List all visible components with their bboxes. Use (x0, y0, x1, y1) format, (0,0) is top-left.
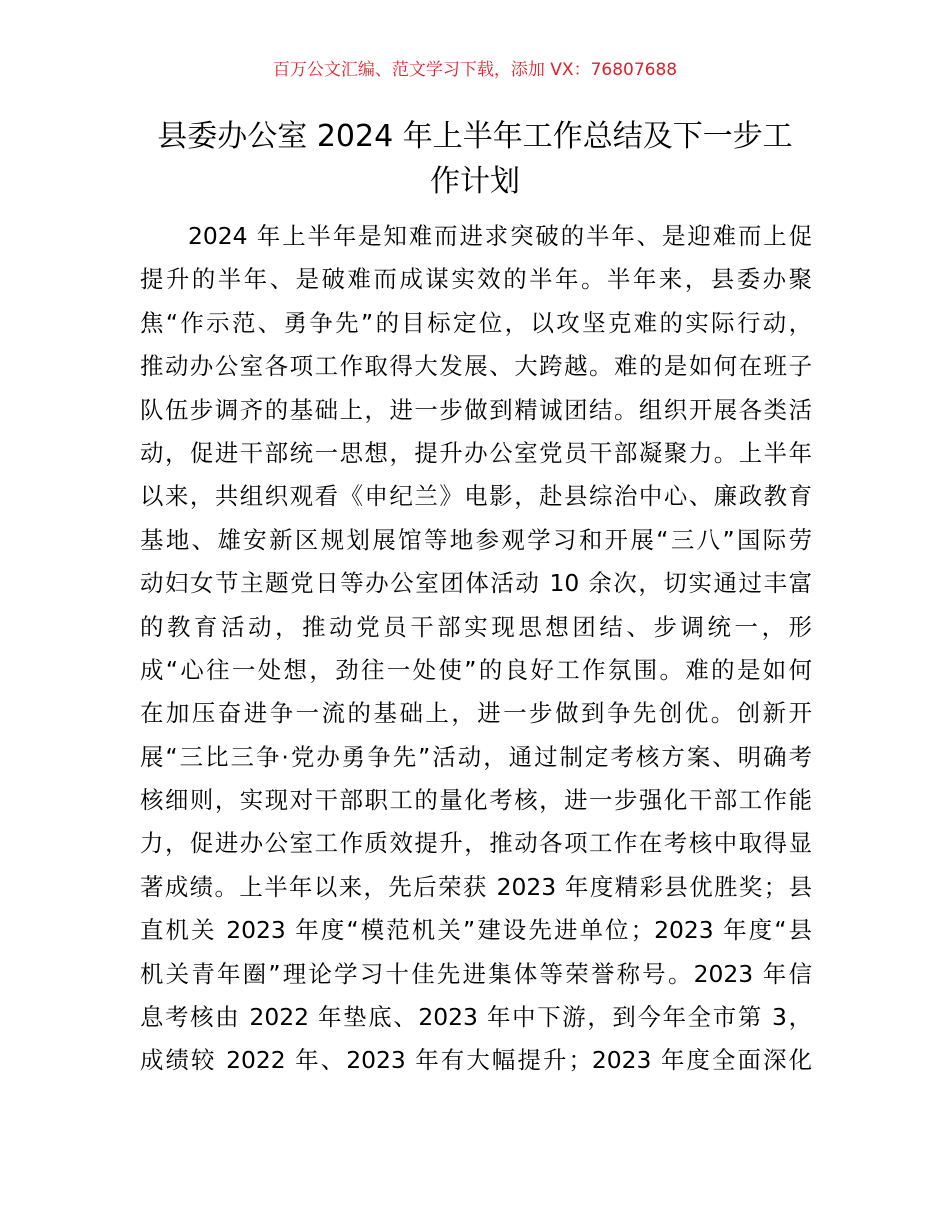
body-text-line: 息考核由 2022 年垫底、2023 年中下游，到今年全市第 3， (140, 1003, 812, 1032)
header-watermark-note: 百万公文汇编、范文学习下载，添加 VX：76807688 (272, 60, 678, 80)
body-text-line: 著成绩。上半年以来，先后荣获 2023 年度精彩县优胜奖；县 (140, 872, 812, 901)
body-text-line: 成绩较 2022 年、2023 年有大幅提升；2023 年度全面深化 (140, 1046, 812, 1075)
body-text-line: 的教育活动，推动党员干部实现思想团结、步调统一，形 (140, 612, 812, 641)
body-text-line: 核细则，实现对干部职工的量化考核，进一步强化干部工作能 (140, 786, 812, 815)
title-line: 县委办公室 2024 年上半年工作总结及下一步工 (157, 119, 793, 154)
body-text-line: 以来，共组织观看《申纪兰》电影，赴县综治中心、廉政教育 (140, 482, 812, 511)
body-text-line: 队伍步调齐的基础上，进一步做到精诚团结。组织开展各类活 (140, 395, 812, 424)
body-text-line: 展“三比三争·党办勇争先”活动，通过制定考核方案、明确考 (140, 742, 812, 771)
title-line: 作计划 (430, 164, 520, 199)
body-text-line: 力，促进办公室工作质效提升，推动各项工作在考核中取得显 (140, 829, 812, 858)
body-text-line: 机关青年圈”理论学习十佳先进集体等荣誉称号。2023 年信 (140, 959, 812, 988)
document-body (140, 215, 812, 1083)
body-text-line: 在加压奋进争一流的基础上，进一步做到争先创优。创新开 (140, 699, 812, 728)
body-text-line: 2024 年上半年是知难而进求突破的半年、是迎难而上促 (188, 222, 812, 250)
document-title (130, 114, 820, 204)
body-text-line: 动，促进干部统一思想，提升办公室党员干部凝聚力。上半年 (140, 438, 812, 467)
body-text-line: 成“心往一处想，劲往一处使”的良好工作氛围。难的是如何 (140, 655, 812, 684)
body-text-line: 基地、雄安新区规划展馆等地参观学习和开展“三八”国际劳 (140, 525, 812, 554)
body-text-line: 焦“作示范、勇争先”的目标定位，以攻坚克难的实际行动， (140, 308, 812, 337)
body-text-line: 推动办公室各项工作取得大发展、大跨越。难的是如何在班子 (140, 352, 812, 381)
body-text-line: 动妇女节主题党日等办公室团体活动 10 余次，切实通过丰富 (140, 569, 812, 598)
body-text-line: 提升的半年、是破难而成谋实效的半年。半年来，县委办聚 (140, 265, 812, 294)
body-text-line: 直机关 2023 年度“模范机关”建设先进单位；2023 年度“县 (140, 916, 812, 945)
